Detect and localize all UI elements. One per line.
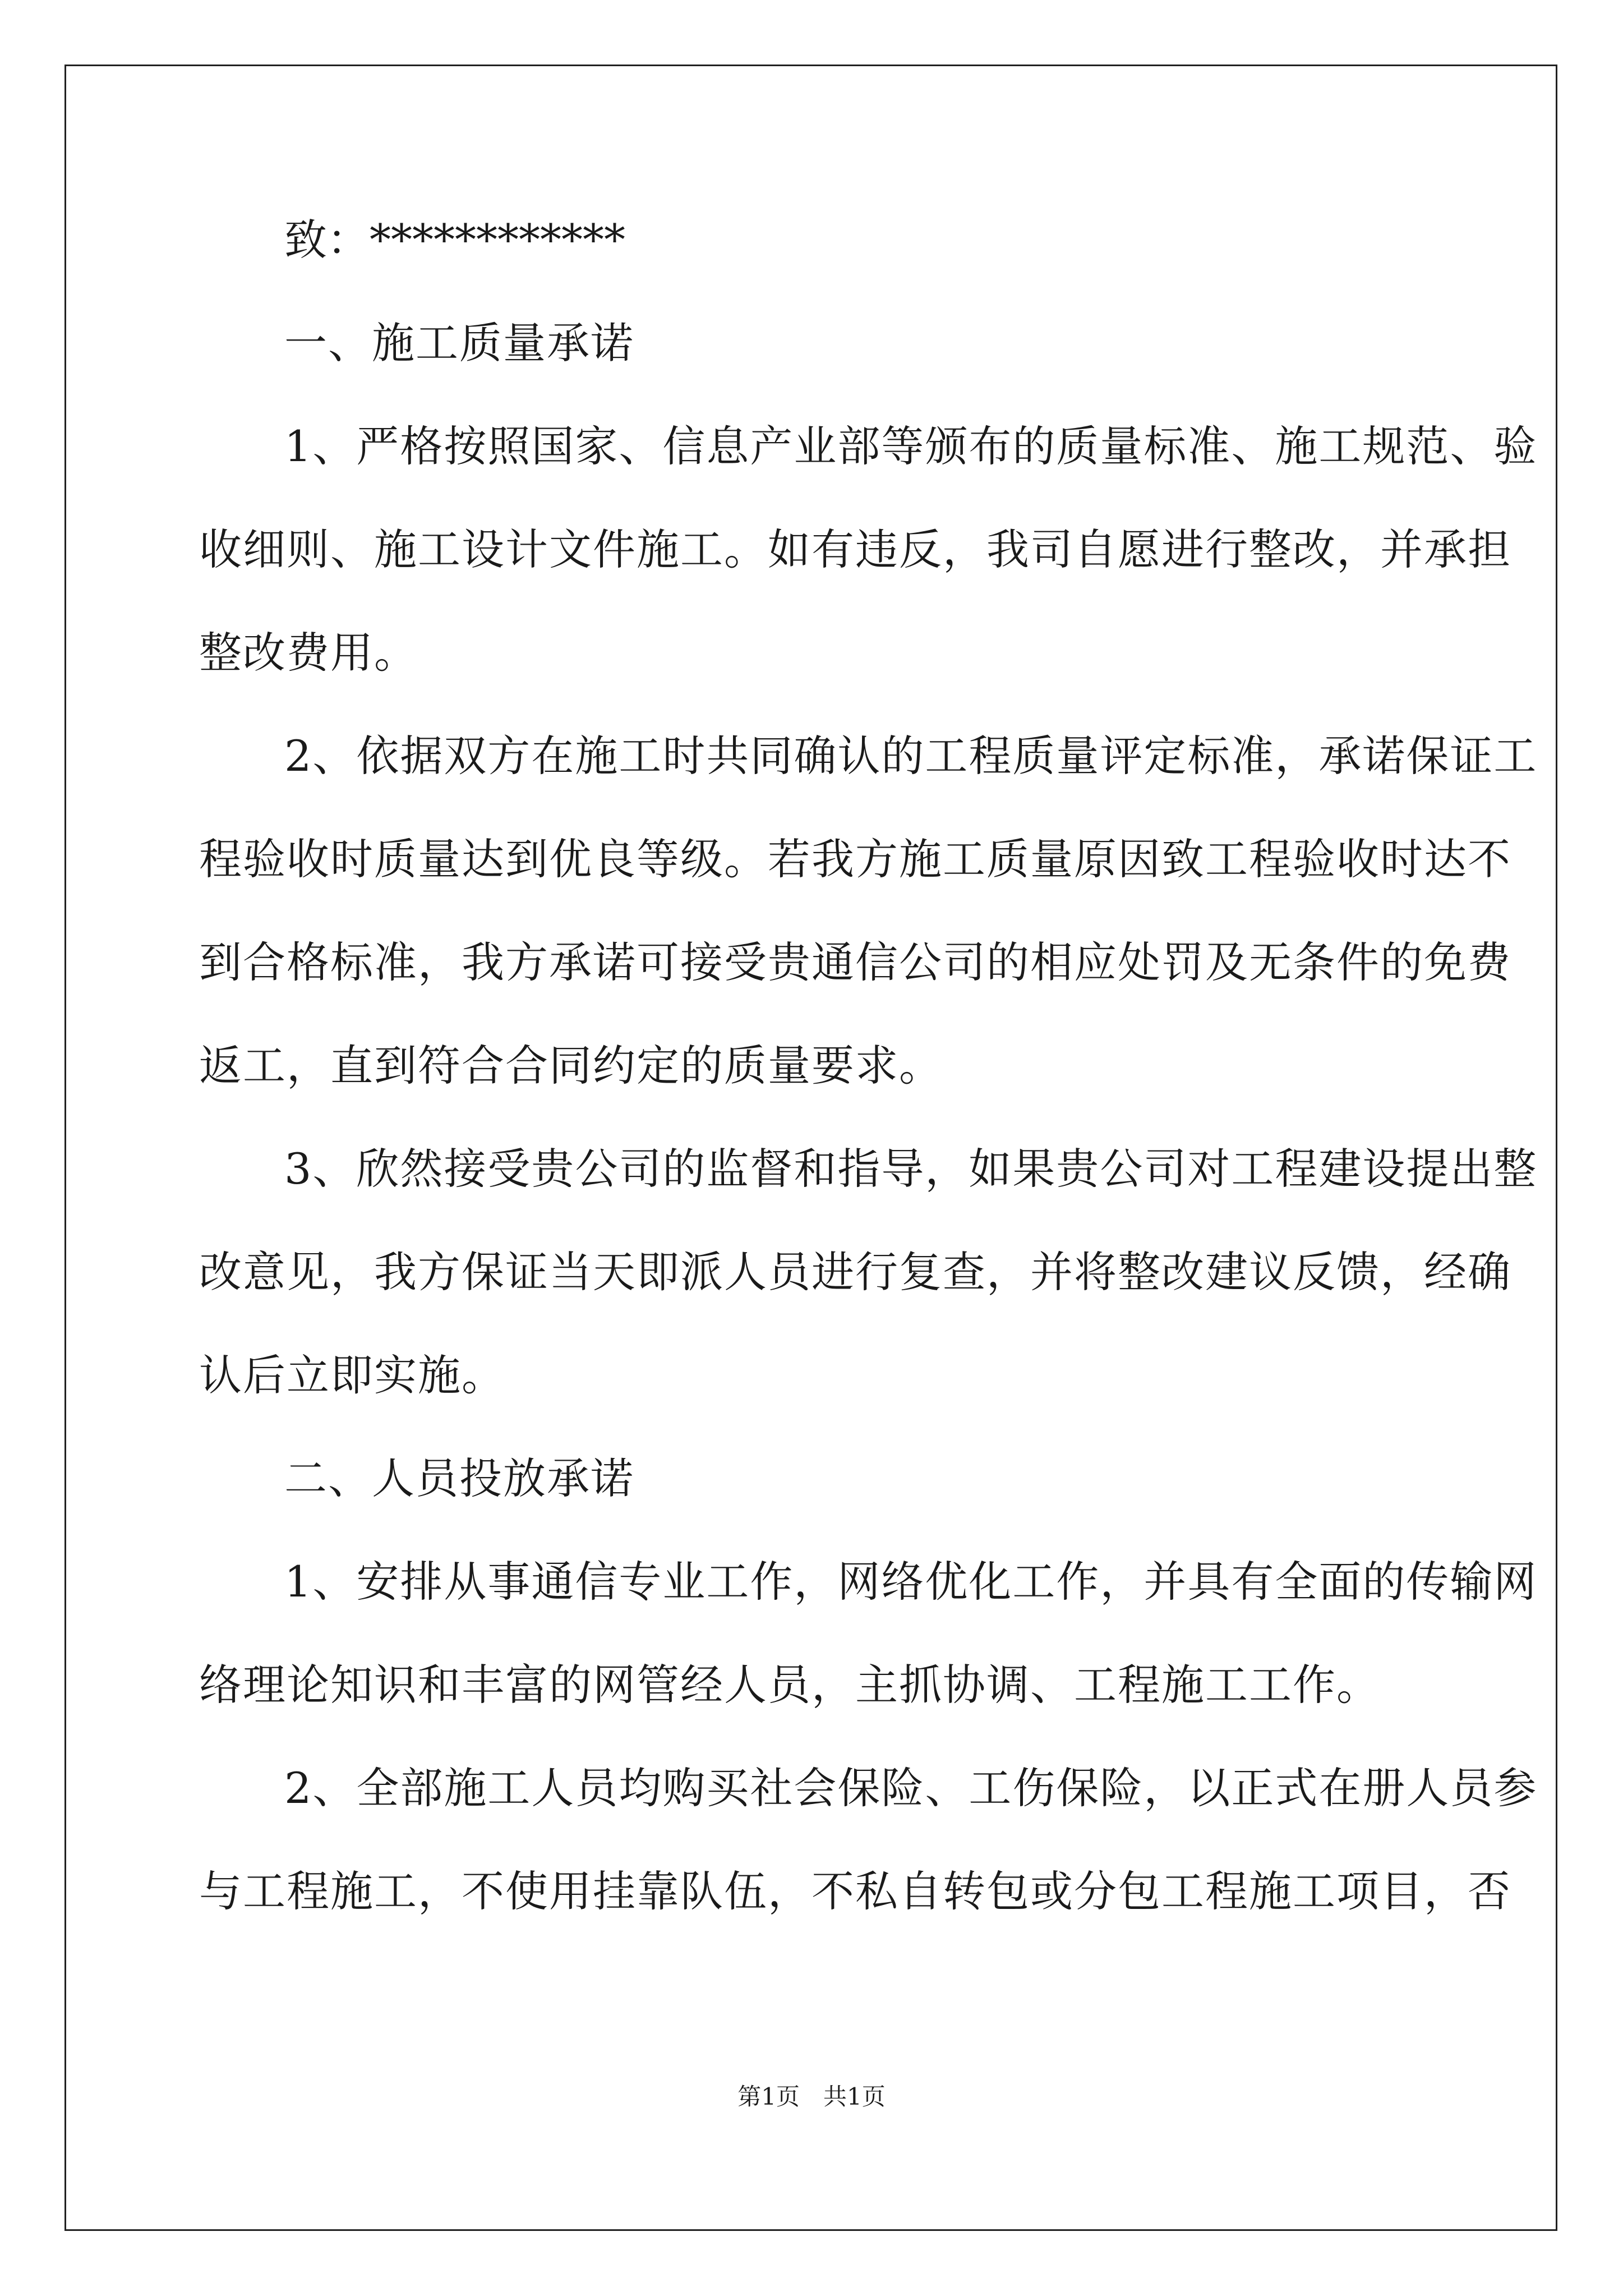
paragraph-personnel-1 <box>199 1555 1538 1712</box>
document-body <box>199 213 1538 1968</box>
paragraph-line: 3、欣然接受贵公司的监督和指导，如果贵公司对工程建设提出整 <box>284 1144 1538 1194</box>
paragraph-line: 2、全部施工人员均购买社会保险、工伤保险，以正式在册人员参 <box>284 1763 1538 1813</box>
paragraph-quality-1 <box>199 420 1538 680</box>
paragraph-line: 1、严格按照国家、信息产业部等颁布的质量标准、施工规范、验 <box>284 421 1538 471</box>
paragraph-line: 返工，直到符合合同约定的质量要求。 <box>199 1041 943 1091</box>
paragraph-line: 整改费用。 <box>199 628 418 678</box>
paragraph-line: 改意见，我方保证当天即派人员进行复查，并将整改建议反馈，经确 <box>199 1247 1511 1297</box>
paragraph-line: 络理论知识和丰富的网管经人员，主抓协调、工程施工工作。 <box>199 1660 1380 1710</box>
page-number-footer: 第1页 共1页 <box>737 2083 886 2110</box>
paragraph-line: 与工程施工，不使用挂靠队伍，不私自转包或分包工程施工项目，否 <box>199 1866 1511 1916</box>
section-heading-personnel: 二、人员投放承诺 <box>284 1453 634 1503</box>
salutation: 致：************ <box>284 215 625 265</box>
paragraph-line: 认后立即实施。 <box>199 1350 505 1400</box>
paragraph-line: 到合格标准，我方承诺可接受贵通信公司的相应处罚及无条件的免费 <box>199 937 1511 987</box>
section-heading-quality: 一、施工质量承诺 <box>284 318 634 368</box>
paragraph-quality-3 <box>199 1142 1538 1402</box>
paragraph-line: 1、安排从事通信专业工作，网络优化工作，并具有全面的传输网 <box>284 1557 1538 1607</box>
paragraph-personnel-2 <box>199 1761 1538 1918</box>
paragraph-line: 收细则、施工设计文件施工。如有违反，我司自愿进行整改，并承担 <box>199 524 1511 574</box>
paragraph-quality-2 <box>199 729 1538 1093</box>
paragraph-line: 2、依据双方在施工时共同确认的工程质量评定标准，承诺保证工 <box>284 731 1538 781</box>
paragraph-line: 程验收时质量达到优良等级。若我方施工质量原因致工程验收时达不 <box>199 834 1511 884</box>
